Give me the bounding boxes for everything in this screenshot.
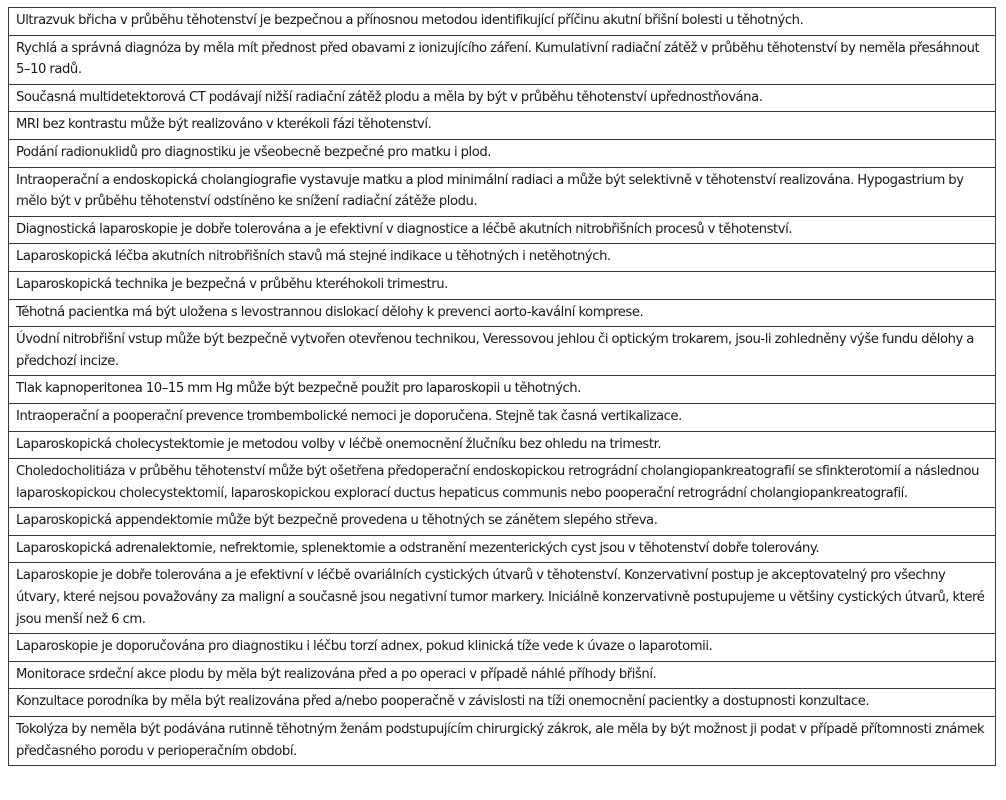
recommendation-cell: MRI bez kontrastu může být realizováno v kterékoli fázi těhotenství.	[9, 112, 996, 140]
table-row	[9, 535, 996, 563]
recommendation-cell: Intraoperační a endoskopická cholangiografie vystavuje matku a plod minimální radiaci a může být selektivně v těhotenství realizována. Hypogastrium by mělo být v průběhu těhotenství odstíněno ke snížení radiační zátěže plodu.	[9, 167, 996, 216]
table-row	[9, 376, 996, 404]
table-row	[9, 459, 996, 508]
recommendation-cell: Současná multidetektorová CT podávají nižší radiační zátěž plodu a měla by být v průběhu těhotenství upřednostňována.	[9, 84, 996, 112]
recommendation-cell: Laparoskopie je doporučována pro diagnostiku i léčbu torzí adnex, pokud klinická tíže vede k úvaze o laparotomii.	[9, 634, 996, 662]
recommendation-cell: Laparoskopie je dobře tolerována a je efektivní v léčbě ovariálních cystických útvarů v těhotenství. Konzervativní postup je akceptovatelný pro všechny útvary, které nejsou považovány za maligní a současně jsou negativní tumor markery. Iniciálně konzervativně postupujeme u většiny cystických útvarů, které jsou menší než 6 cm.	[9, 563, 996, 634]
table-row	[9, 634, 996, 662]
recommendation-cell: Podání radionuklidů pro diagnostiku je všeobecně bezpečné pro matku i plod.	[9, 139, 996, 167]
table-row	[9, 167, 996, 216]
recommendation-cell: Tokolýza by neměla být podávána rutinně těhotným ženám podstupujícím chirurgický zákrok, ale měla by být možnost ji podat v případě přítomnosti známek předčasného porodu v perioperačním období.	[9, 717, 996, 766]
table-row	[9, 84, 996, 112]
recommendation-cell: Ultrazvuk břicha v průběhu těhotenství je bezpečnou a přínosnou metodou identifikující příčinu akutní břišní bolesti u těhotných.	[9, 8, 996, 36]
recommendation-cell: Konzultace porodníka by měla být realizována před a/nebo pooperačně v závislosti na tíži onemocnění pacientky a dostupnosti konzultace.	[9, 689, 996, 717]
recommendation-cell: Laparoskopická adrenalektomie, nefrektomie, splenektomie a odstranění mezenterických cyst jsou v těhotenství dobře tolerovány.	[9, 535, 996, 563]
table-row	[9, 717, 996, 766]
table-row	[9, 35, 996, 84]
table-row	[9, 8, 996, 36]
table-row	[9, 403, 996, 431]
recommendation-cell: Monitorace srdeční akce plodu by měla být realizována před a po operaci v případě náhlé příhody břišní.	[9, 661, 996, 689]
table-row	[9, 216, 996, 244]
recommendation-cell: Rychlá a správná diagnóza by měla mít přednost před obavami z ionizujícího záření. Kumulativní radiační zátěž v průběhu těhotenství by neměla přesáhnout 5–10 radů.	[9, 35, 996, 84]
table-row	[9, 327, 996, 376]
recommendation-cell: Tlak kapnoperitonea 10–15 mm Hg může být bezpečně použit pro laparoskopii u těhotných.	[9, 376, 996, 404]
recommendation-cell: Choledocholitiáza v průběhu těhotenství může být ošetřena předoperační endoskopickou retrográdní cholangiopankreatografií se sfinkterotomií a následnou laparoskopickou cholecystektomií, laparoskopickou explorací ductus hepaticus communis nebo pooperační retrográdní cholangiopankreatografií.	[9, 459, 996, 508]
recommendation-cell: Laparoskopická appendektomie může být bezpečně provedena u těhotných se zánětem slepého střeva.	[9, 508, 996, 536]
table-row	[9, 271, 996, 299]
table-row	[9, 244, 996, 272]
table-row	[9, 661, 996, 689]
table-row	[9, 139, 996, 167]
table-row	[9, 299, 996, 327]
recommendation-cell: Intraoperační a pooperační prevence trombembolické nemoci je doporučena. Stejně tak časná vertikalizace.	[9, 403, 996, 431]
table-row	[9, 508, 996, 536]
recommendation-cell: Laparoskopická cholecystektomie je metodou volby v léčbě onemocnění žlučníku bez ohledu na trimestr.	[9, 431, 996, 459]
recommendations-sheet	[8, 7, 996, 791]
recommendation-cell: Laparoskopická léčba akutních nitrobřišních stavů má stejné indikace u těhotných i netěhotných.	[9, 244, 996, 272]
table-row	[9, 563, 996, 634]
recommendation-cell: Laparoskopická technika je bezpečná v průběhu kteréhokoli trimestru.	[9, 271, 996, 299]
recommendation-cell: Těhotná pacientka má být uložena s levostrannou dislokací dělohy k prevenci aorto-kavální komprese.	[9, 299, 996, 327]
recommendation-cell: Diagnostická laparoskopie je dobře tolerována a je efektivní v diagnostice a léčbě akutních nitrobřišních procesů v těhotenství.	[9, 216, 996, 244]
recommendation-cell: Úvodní nitrobřišní vstup může být bezpečně vytvořen otevřenou technikou, Veressovou jehlou či optickým trokarem, jsou-li zohledněny výše fundu dělohy a předchozí incize.	[9, 327, 996, 376]
table-row	[9, 431, 996, 459]
table-row	[9, 112, 996, 140]
table-row	[9, 689, 996, 717]
recommendations-table	[8, 7, 996, 766]
